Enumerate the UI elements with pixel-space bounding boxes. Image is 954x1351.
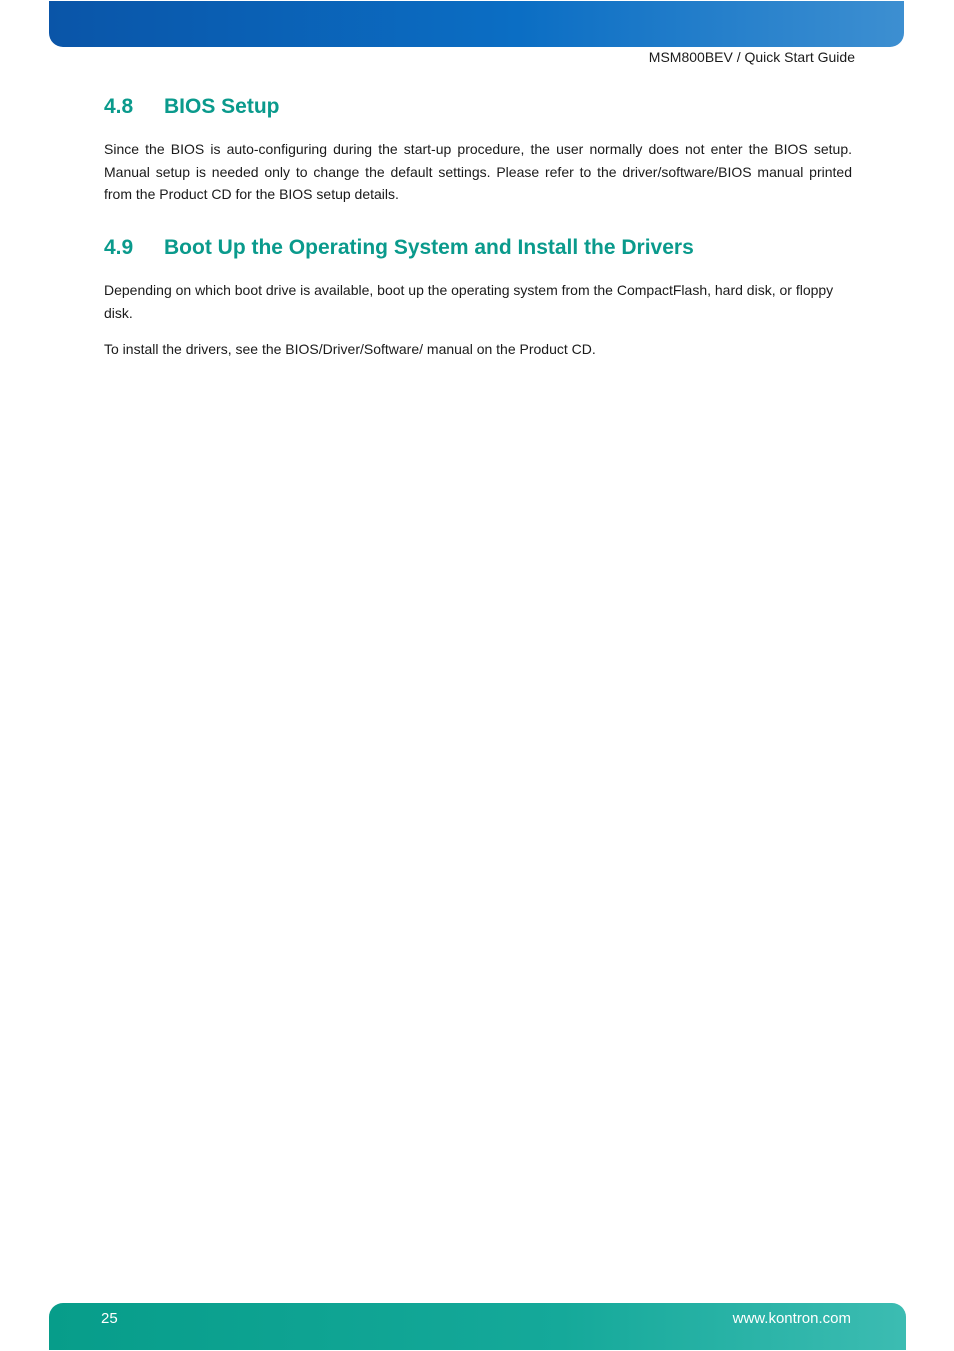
section-heading-boot-up xyxy=(104,236,694,260)
section-title: BIOS Setup xyxy=(164,95,280,118)
paragraph-bios-setup: Since the BIOS is auto-configuring during the start-up procedure, the user normally does not enter the BIOS setup. Manual setup is needed only to change the default settings. Please refer to the driver/software/BIOS manual printed from the Product CD for the BIOS setup details. xyxy=(104,141,852,202)
section-number: 4.9 xyxy=(104,236,134,259)
paragraph-install-drivers: To install the drivers, see the BIOS/Driver/Software/ manual on the Product CD. xyxy=(104,341,596,357)
header-banner xyxy=(49,1,904,47)
section-number: 4.8 xyxy=(104,95,134,118)
section-heading-bios-setup xyxy=(104,95,280,119)
paragraph-boot-drive: Depending on which boot drive is available, boot up the operating system from the CompactFlash, hard disk, or floppy disk. xyxy=(104,282,834,321)
footer-url-link[interactable]: www.kontron.com xyxy=(732,1310,851,1327)
section-title: Boot Up the Operating System and Install the Drivers xyxy=(164,236,694,259)
document-title: MSM800BEV / Quick Start Guide xyxy=(648,49,855,65)
page-number: 25 xyxy=(101,1310,118,1327)
